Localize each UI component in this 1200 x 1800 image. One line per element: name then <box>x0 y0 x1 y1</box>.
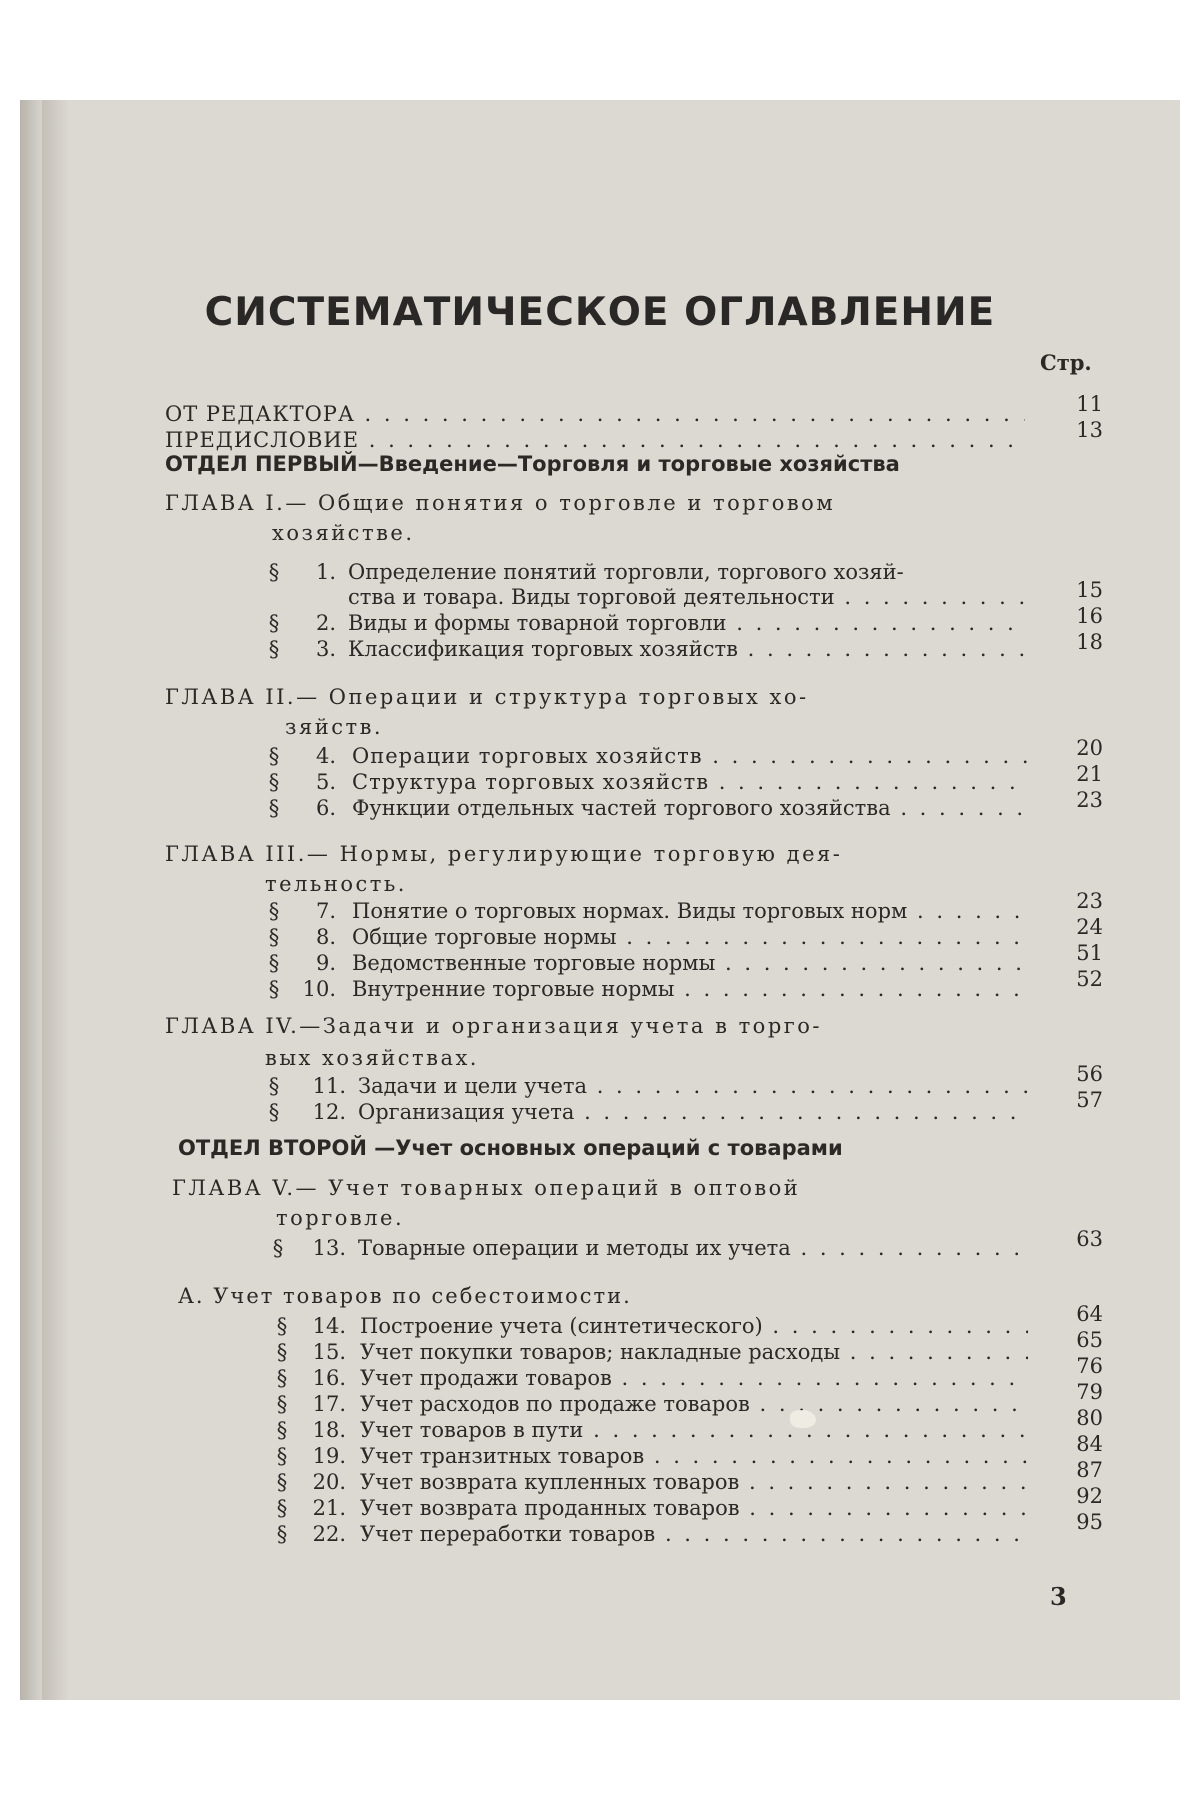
item-number: 7. <box>315 899 336 923</box>
toc-item-text: Учет возврата проданных товаров . . . <box>360 1496 1028 1520</box>
toc-page-number: 18 <box>1076 630 1103 654</box>
chapter-title: ГЛАВА II.— Операции и структура торговых хо- <box>165 685 809 709</box>
toc-item-text: Функции отдельных частей торгового хозяйства . . . <box>352 796 1028 820</box>
item-number: 9. <box>315 951 336 975</box>
toc-page-number: 80 <box>1076 1406 1103 1430</box>
section-heading-2: ОТДЕЛ ВТОРОЙ —Учет основных операций с товарами <box>178 1136 843 1160</box>
item-number: 1. <box>315 560 336 584</box>
toc-page-number: 21 <box>1076 762 1103 786</box>
toc-page-number: 87 <box>1076 1458 1103 1482</box>
item-number: 16. <box>312 1366 346 1390</box>
toc-page-number: 56 <box>1076 1062 1103 1086</box>
toc-item-text: Учет расходов по продаже товаров . . . <box>360 1392 1028 1416</box>
toc-page-number: 76 <box>1076 1354 1103 1378</box>
section-sign: § <box>268 951 280 975</box>
toc-page-number: 11 <box>1076 392 1103 416</box>
toc-page-number: 51 <box>1076 941 1103 965</box>
toc-item-text: Понятие о торговых нормах. Виды торговых норм . . . <box>352 899 1028 923</box>
page-shadow <box>42 100 70 1700</box>
section-sign: § <box>276 1444 288 1468</box>
section-sign: § <box>268 744 280 768</box>
chapter-title-continuation: зяйств. <box>285 715 384 739</box>
toc-item-text: Ведомственные торговые нормы . . . <box>352 951 1028 975</box>
section-heading-1: ОТДЕЛ ПЕРВЫЙ—Введение—Торговля и торговые хозяйства <box>165 452 900 476</box>
toc-item-text: Построение учета (синтетического) . . . <box>360 1314 1028 1338</box>
toc-item-text: Организация учета . . . <box>358 1100 1028 1124</box>
paper-damage-spot <box>790 1410 816 1428</box>
toc-item-text: Классификация торговых хозяйств . . . <box>348 637 1028 661</box>
page-title: СИСТЕМАТИЧЕСКОЕ ОГЛАВЛЕНИЕ <box>204 290 996 335</box>
item-number: 17. <box>312 1392 346 1416</box>
toc-page-number: 63 <box>1076 1227 1103 1251</box>
section-sign: § <box>272 1236 284 1260</box>
chapter-heading-1 <box>165 491 836 545</box>
item-number: 10. <box>302 977 336 1001</box>
page-column-header: Стр. <box>1040 350 1092 375</box>
item-number: 19. <box>312 1444 346 1468</box>
section-sign: § <box>268 1074 280 1098</box>
section-sign: § <box>268 1100 280 1124</box>
item-number: 13. <box>312 1236 346 1260</box>
toc-item-text: Товарные операции и методы их учета . . . <box>358 1236 1028 1260</box>
toc-item-text: Учет переработки товаров . . . <box>360 1522 1028 1546</box>
toc-entry-label: ПРЕДИСЛОВИЕ . . . <box>165 428 1025 452</box>
toc-item-text: Задачи и цели учета . . . <box>358 1074 1028 1098</box>
section-sign: § <box>268 925 280 949</box>
toc-item-text: Учет продажи товаров . . . <box>360 1366 1028 1390</box>
toc-page-number: 95 <box>1076 1510 1103 1534</box>
section-sign: § <box>276 1522 288 1546</box>
item-number: 4. <box>315 744 336 768</box>
toc-page-number: 15 <box>1076 578 1103 602</box>
toc-item-text: Общие торговые нормы . . . <box>352 925 1028 949</box>
chapter-heading-5 <box>172 1176 801 1230</box>
toc-item-text: Учет возврата купленных товаров . . . <box>360 1470 1028 1494</box>
chapter-heading-4 <box>165 1014 823 1070</box>
section-sign: § <box>276 1392 288 1416</box>
chapter-title: ГЛАВА III.— Нормы, регулирующие торговую дея- <box>165 842 843 866</box>
toc-page-number: 23 <box>1076 788 1103 812</box>
toc-page-number: 84 <box>1076 1432 1103 1456</box>
chapter-heading-3 <box>165 842 843 896</box>
toc-item-text: Внутренние торговые нормы . . . <box>352 977 1028 1001</box>
section-sign: § <box>268 560 280 584</box>
item-number: 18. <box>312 1418 346 1442</box>
toc-item-text: Структура торговых хозяйств . . . <box>352 770 1028 794</box>
section-sign: § <box>268 796 280 820</box>
section-sign: § <box>268 977 280 1001</box>
section-sign: § <box>276 1496 288 1520</box>
toc-item-text: Операции торговых хозяйств . . . <box>352 744 1028 768</box>
section-sign: § <box>276 1366 288 1390</box>
toc-page-number: 92 <box>1076 1484 1103 1508</box>
item-number: 8. <box>315 925 336 949</box>
item-number: 15. <box>312 1340 346 1364</box>
chapter-title: ГЛАВА IV.—Задачи и организация учета в торго- <box>165 1014 823 1038</box>
section-sign: § <box>276 1418 288 1442</box>
toc-entry-label: ОТ РЕДАКТОРА . . . <box>165 402 1025 426</box>
chapter-heading-2 <box>165 685 809 739</box>
folio-page-number: 3 <box>1050 1582 1067 1611</box>
item-number: 3. <box>315 637 336 661</box>
chapter-title: ГЛАВА I.— Общие понятия о торговле и торговом <box>165 491 836 515</box>
toc-page-number: 20 <box>1076 736 1103 760</box>
item-number: 14. <box>312 1314 346 1338</box>
item-number: 22. <box>312 1522 346 1546</box>
chapter-title-continuation: торговле. <box>276 1206 405 1230</box>
toc-page-number: 24 <box>1076 915 1103 939</box>
item-number: 5. <box>315 770 336 794</box>
toc-page-number: 57 <box>1076 1088 1103 1112</box>
toc-page-number: 79 <box>1076 1380 1103 1404</box>
item-number: 20. <box>312 1470 346 1494</box>
section-sign: § <box>276 1340 288 1364</box>
item-number: 11. <box>312 1074 346 1098</box>
section-sign: § <box>268 899 280 923</box>
toc-page-number: 52 <box>1076 967 1103 991</box>
toc-item-text: Учет товаров в пути . . . <box>360 1418 1028 1442</box>
toc-page-number: 65 <box>1076 1328 1103 1352</box>
section-sign: § <box>268 611 280 635</box>
toc-page-number: 23 <box>1076 889 1103 913</box>
toc-item-text: Виды и формы товарной торговли . . . <box>348 611 1028 635</box>
item-number: 21. <box>312 1496 346 1520</box>
chapter-title: ГЛАВА V.— Учет товарных операций в оптовой <box>172 1176 801 1200</box>
toc-item-text: Учет транзитных товаров . . . <box>360 1444 1028 1468</box>
toc-page-number: 64 <box>1076 1302 1103 1326</box>
item-number: 12. <box>312 1100 346 1124</box>
subsection-heading-a: А. Учет товаров по себестоимости. <box>178 1284 632 1308</box>
section-sign: § <box>268 637 280 661</box>
section-sign: § <box>276 1314 288 1338</box>
toc-page-number: 13 <box>1076 418 1103 442</box>
toc-page-number: 16 <box>1076 604 1103 628</box>
toc-item-text: ства и товара. Виды торговой деятельности . . . <box>348 585 1028 609</box>
toc-item-text: Определение понятий торговли, торгового хозяй- <box>348 560 904 584</box>
item-number: 6. <box>315 796 336 820</box>
section-sign: § <box>276 1470 288 1494</box>
section-sign: § <box>268 770 280 794</box>
chapter-title-continuation: тельность. <box>265 872 407 896</box>
chapter-title-continuation: вых хозяйствах. <box>265 1046 479 1070</box>
toc-item-text: Учет покупки товаров; накладные расходы . . . <box>360 1340 1028 1364</box>
chapter-title-continuation: хозяйстве. <box>272 521 415 545</box>
page-binding-edge <box>20 100 42 1700</box>
item-number: 2. <box>315 611 336 635</box>
